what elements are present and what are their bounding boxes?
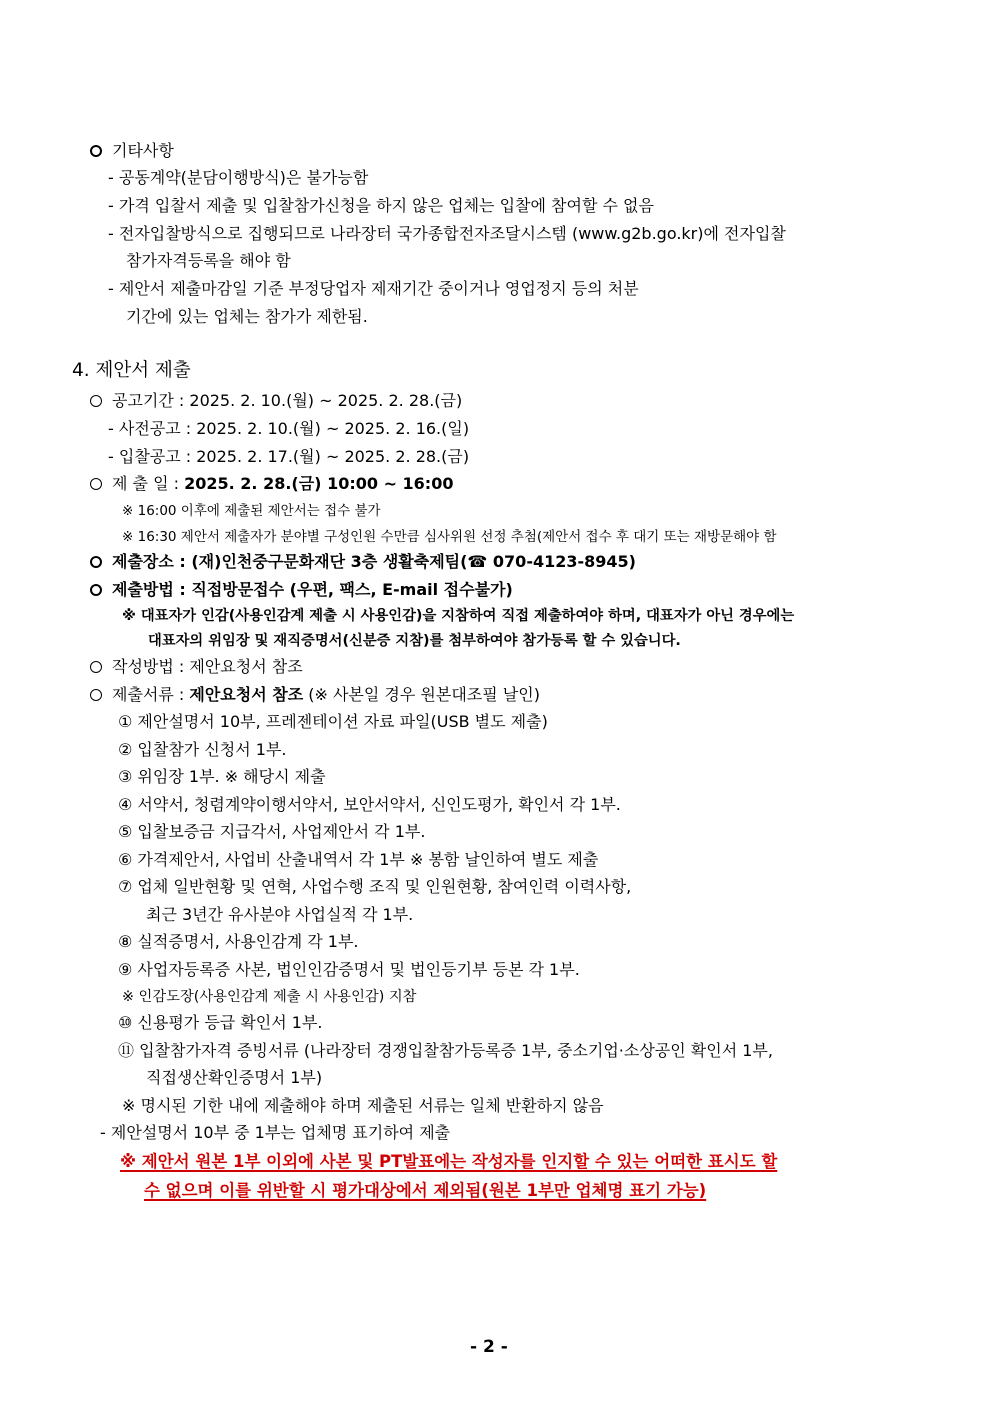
submit-note: ※ 16:00 이후에 제출된 제안서는 접수 불가: [122, 503, 381, 519]
submit-method: 제출방법 : 직접방문접수 (우편, 팩스, E-mail 접수불가): [90, 579, 513, 601]
circle-bullet-icon: [90, 478, 102, 490]
method-note-continuation: 대표자의 위임장 및 재직증명서(신분증 지참)를 첨부하여야 참가등록 할 수 있습니다.: [148, 633, 681, 649]
other-item-continuation: 참가자격등록을 해야 함: [126, 251, 291, 270]
circle-bullet-icon: [90, 395, 102, 407]
other-heading: 기타사항: [90, 140, 174, 162]
circle-bullet-icon: [90, 584, 102, 596]
warning-line: ※ 제안서 원본 1부 이외에 사본 및 PT발표에는 작성자를 인지할 수 있는 어떠한 표시도 할: [120, 1152, 778, 1171]
doc-item: ① 제안설명서 10부, 프레젠테이션 자료 파일(USB 별도 제출): [118, 712, 548, 731]
doc-note: ※ 명시된 기한 내에 제출해야 하며 제출된 서류는 일체 반환하지 않음: [122, 1096, 604, 1115]
other-item: - 전자입찰방식으로 집행되므로 나라장터 국가종합전자조달시스템 (www.g2b.go.kr)에 전자입찰: [108, 224, 786, 243]
doc-item: ⑥ 가격제안서, 사업비 산출내역서 각 1부 ※ 봉함 날인하여 별도 제출: [118, 850, 599, 869]
warning-line-continuation: 수 없으며 이를 위반할 시 평가대상에서 제외됨(원본 1부만 업체명 표기 가능): [144, 1181, 707, 1200]
page-number: - 2 -: [470, 1337, 508, 1357]
circle-bullet-icon: [90, 145, 102, 157]
submit-date: 제 출 일 : 2025. 2. 28.(금) 10:00 ~ 16:00: [90, 473, 453, 495]
doc-item: ② 입찰참가 신청서 1부.: [118, 740, 287, 759]
doc-item: ⑩ 신용평가 등급 확인서 1부.: [118, 1013, 323, 1032]
other-item: - 가격 입찰서 제출 및 입찰참가신청을 하지 않은 업체는 입찰에 참여할 수 없음: [108, 196, 654, 215]
submit-documents: 제출서류 : 제안요청서 참조 (※ 사본일 경우 원본대조필 날인): [90, 684, 540, 706]
circle-bullet-icon: [90, 556, 102, 568]
submit-place: 제출장소 : (재)인천중구문화재단 3층 생활축제팀(☎ 070-4123-8945): [90, 551, 636, 573]
doc-item: ⑤ 입찰보증금 지급각서, 사업제안서 각 1부.: [118, 822, 426, 841]
bid-notice-period: - 입찰공고 : 2025. 2. 17.(월) ~ 2025. 2. 28.(금): [108, 447, 470, 466]
doc-item: ⑧ 실적증명서, 사용인감계 각 1부.: [118, 932, 359, 951]
submit-note: ※ 16:30 제안서 제출자가 분야별 구성인원 수만큼 심사위원 선정 추첨(제안서 접수 후 대기 또는 재방문해야 함: [122, 529, 777, 545]
method-note: ※ 대표자가 인감(사용인감계 제출 시 사용인감)을 지참하여 직접 제출하여야 하며, 대표자가 아닌 경우에는: [122, 608, 795, 624]
doc-item: ⑨ 사업자등록증 사본, 법인인감증명서 및 법인등기부 등본 각 1부.: [118, 960, 580, 979]
doc-item: ⑦ 업체 일반현황 및 연혁, 사업수행 조직 및 인원현황, 참여인력 이력사항,: [118, 877, 632, 896]
doc-item-continuation: 최근 3년간 유사분야 사업실적 각 1부.: [146, 905, 414, 924]
circle-bullet-icon: [90, 689, 102, 701]
notice-period: 공고기간 : 2025. 2. 10.(월) ~ 2025. 2. 28.(금): [90, 390, 462, 412]
circle-bullet-icon: [90, 661, 102, 673]
other-item: - 제안서 제출마감일 기준 부정당업자 제재기간 중이거나 영업정지 등의 처분: [108, 279, 639, 298]
doc-item: ⑪ 입찰참가자격 증빙서류 (나라장터 경쟁입찰참가등록증 1부, 중소기업·소상공인 확인서 1부,: [118, 1041, 773, 1060]
other-item: - 공동계약(분담이행방식)은 불가능함: [108, 168, 369, 187]
doc-note: ※ 인감도장(사용인감계 제출 시 사용인감) 지참: [122, 989, 417, 1005]
pre-notice-period: - 사전공고 : 2025. 2. 10.(월) ~ 2025. 2. 16.(일): [108, 419, 470, 438]
other-item-continuation: 기간에 있는 업체는 참가가 제한됨.: [126, 307, 368, 326]
doc-item-continuation: 직접생산확인증명서 1부): [146, 1068, 323, 1087]
copies-note: - 제안설명서 10부 중 1부는 업체명 표기하여 제출: [100, 1123, 451, 1142]
doc-item: ④ 서약서, 청렴계약이행서약서, 보안서약서, 신인도평가, 확인서 각 1부.: [118, 795, 621, 814]
writing-method: 작성방법 : 제안요청서 참조: [90, 656, 303, 678]
doc-item: ③ 위임장 1부. ※ 해당시 제출: [118, 767, 326, 786]
section-title: 4. 제안서 제출: [72, 360, 191, 381]
